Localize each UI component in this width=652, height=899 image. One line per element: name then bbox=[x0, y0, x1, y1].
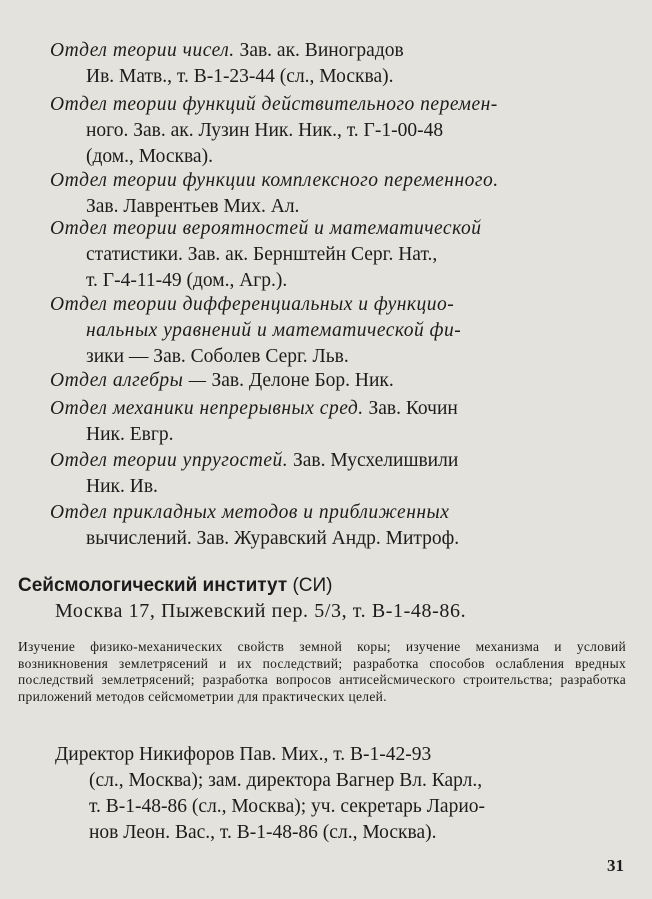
department-entry bbox=[50, 168, 626, 220]
department-name: Отдел алгебры — bbox=[50, 370, 207, 391]
institute-address: Москва 17, Пыжевский пер. 5/3, т. В-1-48-86. bbox=[55, 600, 467, 622]
page-number: 31 bbox=[607, 856, 624, 875]
department-entry bbox=[50, 216, 626, 294]
institute-staff bbox=[55, 742, 625, 846]
department-entry bbox=[50, 368, 626, 394]
entry-continuation: (дом., Москва). bbox=[86, 146, 213, 167]
department-name: Отдел теории вероятностей и математической bbox=[50, 218, 482, 239]
staff-line: т. В-1-48-86 (сл., Москва); уч. секретарь Ларио- bbox=[89, 796, 486, 817]
department-head: Зав. Кочин bbox=[368, 398, 458, 419]
staff-line: Директор Никифоров Пав. Мих., т. В-1-42-93 bbox=[55, 744, 432, 765]
entry-continuation: вычислений. Зав. Журавский Андр. Митроф. bbox=[86, 528, 460, 549]
department-entry bbox=[50, 448, 626, 500]
department-name: Отдел теории чисел. bbox=[50, 40, 235, 61]
staff-line: нов Леон. Вас., т. В-1-48-86 (сл., Москва). bbox=[89, 822, 437, 843]
department-name: Отдел теории функций действительного перемен- bbox=[50, 94, 498, 115]
institute-abbr: (СИ) bbox=[292, 575, 333, 596]
entry-continuation: зики — Зав. Соболев Серг. Льв. bbox=[86, 346, 349, 367]
department-head: Зав. Делоне Бор. Ник. bbox=[211, 370, 394, 391]
entry-continuation: ного. Зав. ак. Лузин Ник. Ник., т. Г-1-00-48 bbox=[86, 120, 444, 141]
institute-description: Изучение физико-механических свойств земной коры; изучение механизма и условий возникновения землетрясений и их последствий; разработка способов ослабления вредных последствий землетрясений; разработка вопросов антисейсмического строительства; разработка приложений методов сейсмометрии для практических целей. bbox=[18, 639, 626, 704]
staff-line: (сл., Москва); зам. директора Вагнер Вл. Карл., bbox=[89, 770, 483, 791]
department-entry bbox=[50, 38, 626, 90]
department-head: Зав. Мусхелишвили bbox=[292, 450, 459, 471]
entry-continuation: Зав. Лаврентьев Мих. Ал. bbox=[86, 196, 300, 217]
institute-title: Сейсмологический институт bbox=[18, 575, 288, 596]
department-entry bbox=[50, 500, 626, 552]
entry-continuation: нальных уравнений и математической фи- bbox=[86, 320, 462, 341]
department-name: Отдел теории упругостей. bbox=[50, 450, 289, 471]
entry-continuation: Ник. Ив. bbox=[86, 476, 158, 497]
entry-continuation: т. Г-4-11-49 (дом., Агр.). bbox=[86, 270, 288, 291]
department-name: Отдел теории функции комплексного переменного. bbox=[50, 170, 499, 191]
department-head: Зав. ак. Виноградов bbox=[239, 40, 404, 61]
department-name: Отдел теории дифференциальных и функцио- bbox=[50, 294, 455, 315]
entry-continuation: статистики. Зав. ак. Бернштейн Серг. Нат., bbox=[86, 244, 438, 265]
department-name: Отдел прикладных методов и приближенных bbox=[50, 502, 450, 523]
department-name: Отдел механики непрерывных сред. bbox=[50, 398, 364, 419]
department-entry bbox=[50, 92, 626, 170]
institute-heading bbox=[18, 574, 332, 598]
entry-continuation: Ник. Евгр. bbox=[86, 424, 174, 445]
department-entry bbox=[50, 396, 626, 448]
entry-continuation: Ив. Матв., т. В-1-23-44 (сл., Москва). bbox=[86, 66, 394, 87]
department-entry bbox=[50, 292, 626, 370]
